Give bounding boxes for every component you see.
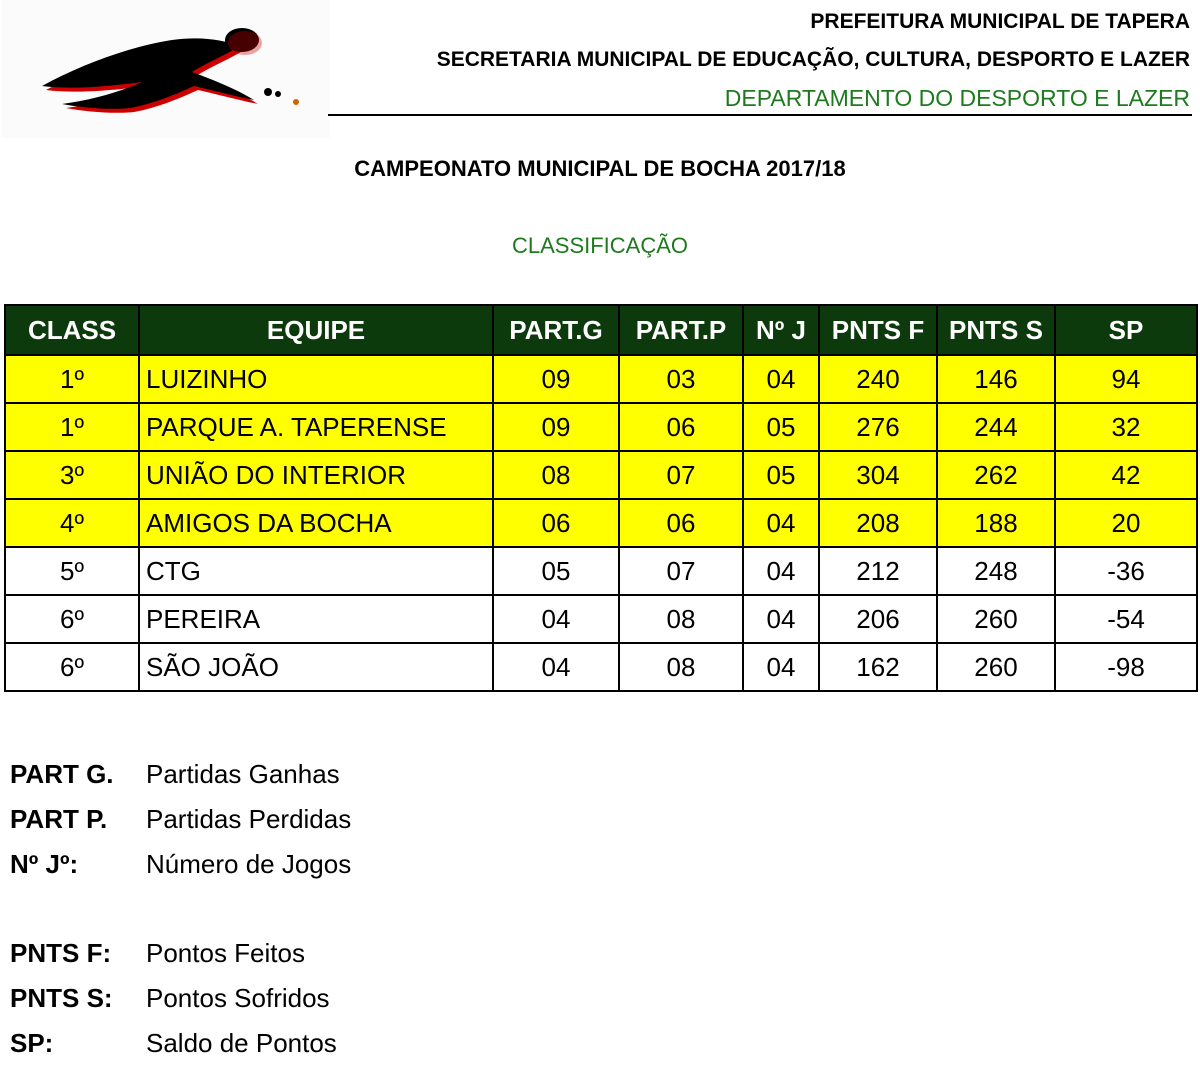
cell-pp: 06: [619, 499, 743, 547]
header: [437, 4, 1190, 116]
cell-nj: 04: [743, 643, 819, 691]
cell-pp: 08: [619, 643, 743, 691]
cell-ps: 260: [937, 595, 1055, 643]
cell-ps: 262: [937, 451, 1055, 499]
cell-class: 1º: [5, 355, 139, 403]
legend-abbr: PART G.: [10, 759, 114, 789]
col-num-jogos: Nº J: [743, 305, 819, 355]
legend-desc: Partidas Perdidas: [146, 804, 352, 834]
table-row: [5, 643, 1197, 691]
cell-pg: 05: [493, 547, 619, 595]
header-secretaria: SECRETARIA MUNICIPAL DE EDUCAÇÃO, CULTURA, DESPORTO E LAZER: [436, 48, 1190, 71]
page-subtitle: CLASSIFICAÇÃO: [511, 233, 689, 258]
legend-item: [10, 752, 351, 797]
cell-pf: 208: [819, 499, 937, 547]
legend-desc: Saldo de Pontos: [146, 1028, 337, 1058]
legend: [10, 752, 351, 1066]
cell-sp: 32: [1055, 403, 1197, 451]
legend-spacer: [10, 887, 351, 931]
col-pnts-f: PNTS F: [819, 305, 937, 355]
legend-desc: Pontos Feitos: [146, 938, 305, 968]
cell-pg: 04: [493, 595, 619, 643]
cell-sp: 20: [1055, 499, 1197, 547]
table-row: [5, 403, 1197, 451]
table-row: [5, 547, 1197, 595]
cell-ps: 248: [937, 547, 1055, 595]
cell-sp: 42: [1055, 451, 1197, 499]
standings-table: [4, 304, 1198, 692]
col-sp: SP: [1055, 305, 1197, 355]
cell-pp: 03: [619, 355, 743, 403]
legend-abbr: PNTS F:: [10, 938, 112, 968]
table-row: [5, 499, 1197, 547]
cell-team: PEREIRA: [139, 595, 493, 643]
cell-sp: -54: [1055, 595, 1197, 643]
cell-pp: 07: [619, 547, 743, 595]
cell-team: SÃO JOÃO: [139, 643, 493, 691]
legend-desc: Número de Jogos: [146, 849, 352, 879]
legend-item: [10, 931, 351, 976]
legend-desc: Partidas Ganhas: [146, 759, 340, 789]
legend-abbr: PNTS S:: [10, 983, 113, 1013]
bocha-player-icon: [2, 0, 330, 138]
table-header-row: [5, 305, 1197, 355]
cell-team: AMIGOS DA BOCHA: [139, 499, 493, 547]
cell-pp: 06: [619, 403, 743, 451]
page-title: CAMPEONATO MUNICIPAL DE BOCHA 2017/18: [354, 156, 846, 181]
cell-class: 1º: [5, 403, 139, 451]
legend-abbr: PART P.: [10, 804, 108, 834]
cell-pf: 212: [819, 547, 937, 595]
cell-pp: 07: [619, 451, 743, 499]
col-part-p: PART.P: [619, 305, 743, 355]
legend-item: [10, 1021, 351, 1066]
col-equipe: EQUIPE: [139, 305, 493, 355]
table-row: [5, 451, 1197, 499]
cell-class: 5º: [5, 547, 139, 595]
cell-nj: 04: [743, 499, 819, 547]
cell-class: 3º: [5, 451, 139, 499]
header-departamento: DEPARTAMENTO DO DESPORTO E LAZER: [724, 85, 1190, 111]
cell-team: UNIÃO DO INTERIOR: [139, 451, 493, 499]
cell-sp: -98: [1055, 643, 1197, 691]
cell-pg: 09: [493, 355, 619, 403]
cell-pg: 08: [493, 451, 619, 499]
header-prefeitura: PREFEITURA MUNICIPAL DE TAPERA: [810, 10, 1190, 33]
cell-pg: 09: [493, 403, 619, 451]
cell-ps: 188: [937, 499, 1055, 547]
table-row: [5, 355, 1197, 403]
cell-sp: 94: [1055, 355, 1197, 403]
header-divider: [328, 114, 1192, 116]
cell-pf: 276: [819, 403, 937, 451]
cell-nj: 04: [743, 595, 819, 643]
cell-pf: 304: [819, 451, 937, 499]
cell-nj: 04: [743, 355, 819, 403]
cell-sp: -36: [1055, 547, 1197, 595]
cell-nj: 05: [743, 451, 819, 499]
table-row: [5, 595, 1197, 643]
cell-class: 4º: [5, 499, 139, 547]
cell-team: CTG: [139, 547, 493, 595]
cell-nj: 04: [743, 547, 819, 595]
bocha-player-logo: [2, 0, 330, 138]
legend-item: [10, 842, 351, 887]
legend-item: [10, 797, 351, 842]
cell-class: 6º: [5, 643, 139, 691]
cell-pg: 06: [493, 499, 619, 547]
cell-ps: 146: [937, 355, 1055, 403]
cell-pf: 162: [819, 643, 937, 691]
cell-pf: 206: [819, 595, 937, 643]
cell-team: LUIZINHO: [139, 355, 493, 403]
cell-class: 6º: [5, 595, 139, 643]
cell-pg: 04: [493, 643, 619, 691]
cell-team: PARQUE A. TAPERENSE: [139, 403, 493, 451]
cell-ps: 260: [937, 643, 1055, 691]
cell-pp: 08: [619, 595, 743, 643]
col-pnts-s: PNTS S: [937, 305, 1055, 355]
legend-desc: Pontos Sofridos: [146, 983, 330, 1013]
cell-ps: 244: [937, 403, 1055, 451]
legend-abbr: SP:: [10, 1028, 54, 1058]
col-class: CLASS: [5, 305, 139, 355]
col-part-g: PART.G: [493, 305, 619, 355]
legend-abbr: Nº Jº:: [10, 849, 79, 879]
cell-pf: 240: [819, 355, 937, 403]
legend-item: [10, 976, 351, 1021]
cell-nj: 05: [743, 403, 819, 451]
